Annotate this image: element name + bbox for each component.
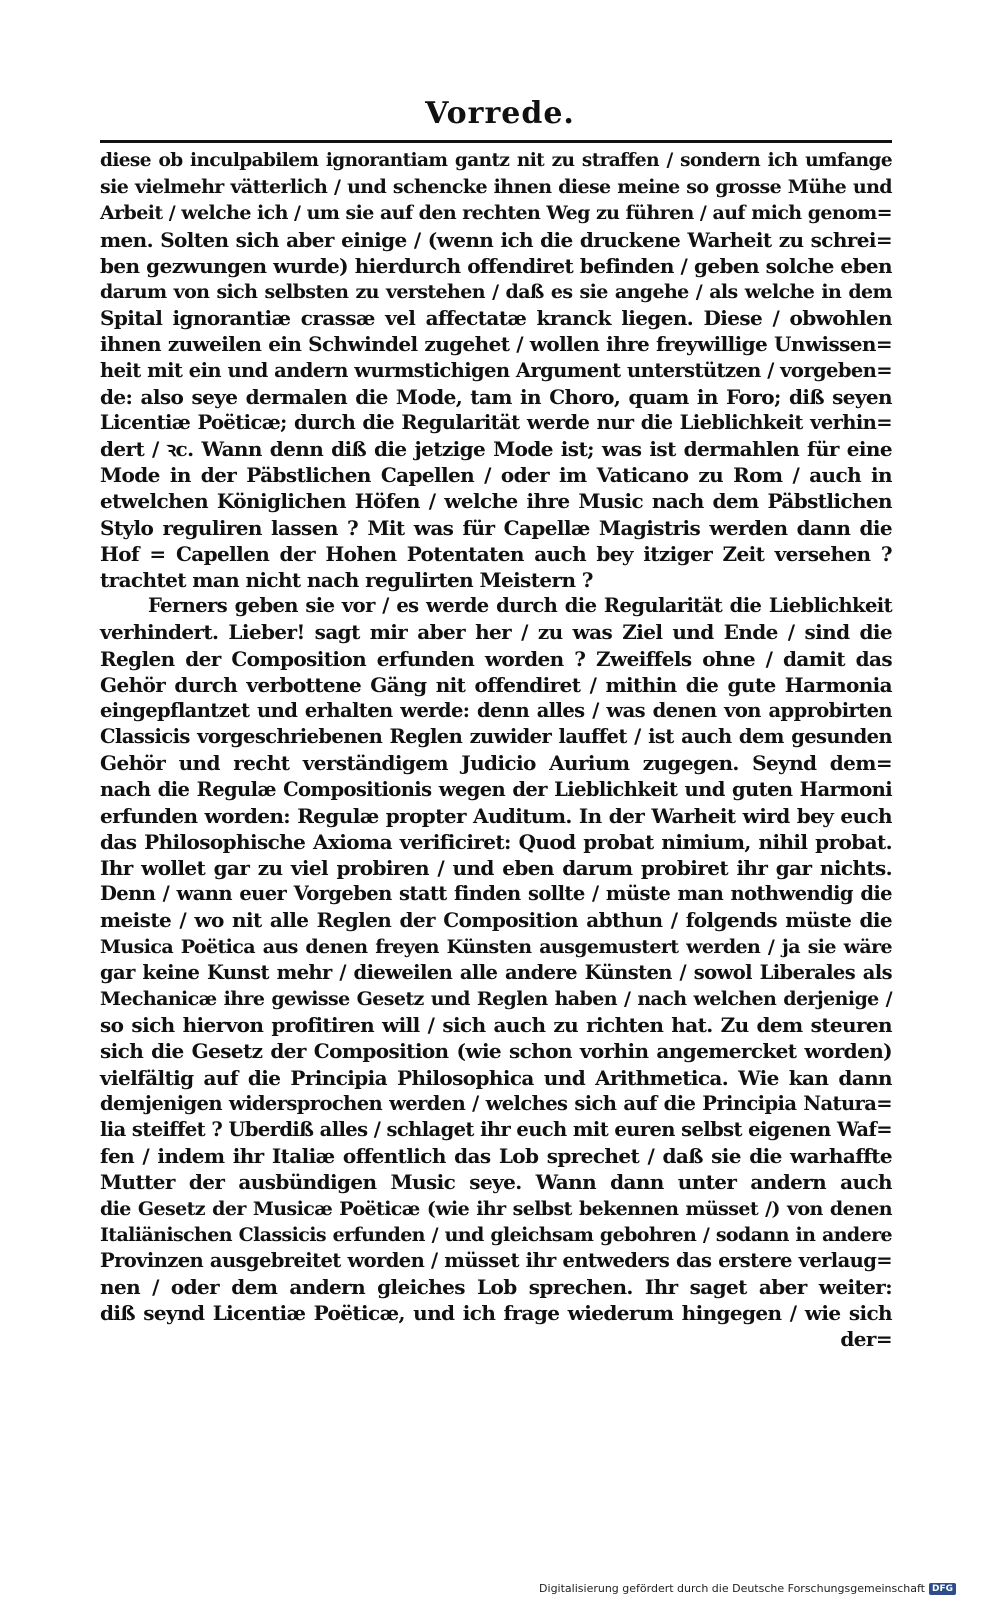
text-line: darum von sich selbsten zu verstehen / daß es sie angehe / als welche in dem <box>100 280 892 303</box>
text-line: ihnen zuweilen ein Schwindel zugehet / wollen ihre freywillige Unwissen= <box>100 332 892 357</box>
text-line: Mode in der Päbstlichen Capellen / oder im Vaticano zu Rom / auch in <box>100 463 892 488</box>
text-line: sie vielmehr vätterlich / und schencke ihnen diese meine so grosse Mühe und <box>100 176 892 199</box>
text-line: erfunden worden: Regulæ propter Auditum. In der Warheit wird bey euch <box>100 803 892 828</box>
text-line: verhindert. Lieber! sagt mir aber her / zu was Ziel und Ende / sind die <box>100 620 892 645</box>
text-line: nach die Regulæ Compositionis wegen der Lieblichkeit und guten Harmoni <box>100 777 892 801</box>
credit-text: Digitalisierung gefördert durch die Deutsche Forschungsgemeinschaft <box>539 1582 925 1595</box>
text-line: etwelchen Königlichen Höfen / welche ihre Music nach dem Päbstlichen <box>100 489 892 514</box>
text-line: Gehör und recht verständigem Judicio Aurium zugegen. Seynd dem= <box>100 751 892 776</box>
text-line: gar keine Kunst mehr / dieweilen alle andere Künsten / sowol Liberales als <box>100 960 892 984</box>
text-line: so sich hiervon profitiren will / sich auch zu richten hat. Zu dem steuren <box>100 1013 892 1038</box>
text-line: Ihr wollet gar zu viel probiren / und eben darum probiret ihr gar nichts. <box>100 856 892 881</box>
text-line: Ferners geben sie vor / es werde durch die Regularität die Lieblichkeit <box>148 594 892 618</box>
text-line: fen / indem ihr Italiæ offentlich das Lob sprechet / daß sie die warhaffte <box>100 1144 892 1169</box>
text-line: demjenigen widersprochen werden / welches sich auf die Principia Natura= <box>100 1091 892 1115</box>
dfg-logo: DFG <box>929 1583 956 1595</box>
text-line: diß seynd Licentiæ Poëticæ, und ich frage wiederum hingegen / wie sich <box>100 1301 892 1326</box>
digitization-credit <box>539 1582 956 1595</box>
text-line: Provinzen ausgebreitet worden / müsset ihr entweders das erstere verlaug= <box>100 1248 892 1272</box>
text-line: Arbeit / welche ich / um sie auf den rechten Weg zu führen / auf mich genom= <box>100 202 892 225</box>
text-line: men. Solten sich aber einige / (wenn ich die druckene Warheit zu schrei= <box>100 227 892 252</box>
text-line: meiste / wo nit alle Reglen der Composition abthun / folgends müste die <box>100 908 892 933</box>
text-line: Denn / wann euer Vorgeben statt finden sollte / müste man nothwendig die <box>100 882 892 906</box>
text-line: lia steiffet ? Uberdiß alles / schlaget ihr euch mit euren selbst eigenen Waf= <box>100 1117 892 1141</box>
text-line: Gehör durch verbottene Gäng nit offendiret / mithin die gute Harmonia <box>100 672 892 697</box>
text-line: Musica Poëtica aus denen freyen Künsten ausgemustert werden / ja sie wäre <box>100 935 892 958</box>
text-line: Italiänischen Classicis erfunden / und gleichsam gebohren / sodann in andere <box>100 1223 892 1246</box>
text-line: ben gezwungen wurde) hierdurch offendiret befinden / geben solche eben <box>100 253 892 278</box>
text-line: Hof = Capellen der Hohen Potentaten auch bey itziger Zeit versehen ? <box>100 541 892 566</box>
text-line: heit mit ein und andern wurmstichigen Argument unterstützen / vorgeben= <box>100 358 892 382</box>
text-line: Licentiæ Poëticæ; durch die Regularität werde nur die Lieblichkeit verhin= <box>100 410 892 434</box>
text-line: das Philosophische Axioma verificiret: Quod probat nimium, nihil probat. <box>100 829 892 854</box>
text-line: Reglen der Composition erfunden worden ? Zweiffels ohne / damit das <box>100 646 892 671</box>
text-line: Classicis vorgeschriebenen Reglen zuwider lauffet / ist auch dem gesunden <box>100 725 892 749</box>
text-line: diese ob inculpabilem ignorantiam gantz nit zu straffen / sondern ich umfange <box>100 150 892 171</box>
body-text <box>100 148 892 1353</box>
header-rule <box>100 140 892 143</box>
text-line: dert / ꝛc. Wann denn diß die jetzige Mode ist; was ist dermahlen für eine <box>100 437 892 462</box>
text-line: eingepflantzet und erhalten werde: denn alles / was denen von approbirten <box>100 698 892 722</box>
text-line: trachtet man nicht nach regulirten Meistern ? <box>100 568 593 592</box>
text-line: die Gesetz der Musicæ Poëticæ (wie ihr selbst bekennen müsset /) von denen <box>100 1197 892 1220</box>
text-line: Mutter der ausbündigen Music seye. Wann dann unter andern auch <box>100 1170 892 1195</box>
text-line: sich die Gesetz der Composition (wie schon vorhin angemercket worden) <box>100 1039 892 1064</box>
text-line: vielfältig auf die Principia Philosophica und Arithmetica. Wie kan dann <box>100 1065 892 1090</box>
text-line: Stylo reguliren lassen ? Mit was für Capellæ Magistris werden dann die <box>100 515 892 540</box>
running-head: Vorrede. <box>425 96 575 131</box>
text-line: Mechanicæ ihre gewisse Gesetz und Reglen haben / nach welchen derjenige / <box>100 988 892 1010</box>
catchword: der= <box>840 1327 892 1352</box>
text-line: de: also seye dermalen die Mode, tam in Choro, quam in Foro; diß seyen <box>100 384 892 409</box>
text-line: nen / oder dem andern gleiches Lob sprechen. Ihr saget aber weiter: <box>100 1275 892 1300</box>
text-line: Spital ignorantiæ crassæ vel affectatæ kranck liegen. Diese / obwohlen <box>100 306 892 331</box>
